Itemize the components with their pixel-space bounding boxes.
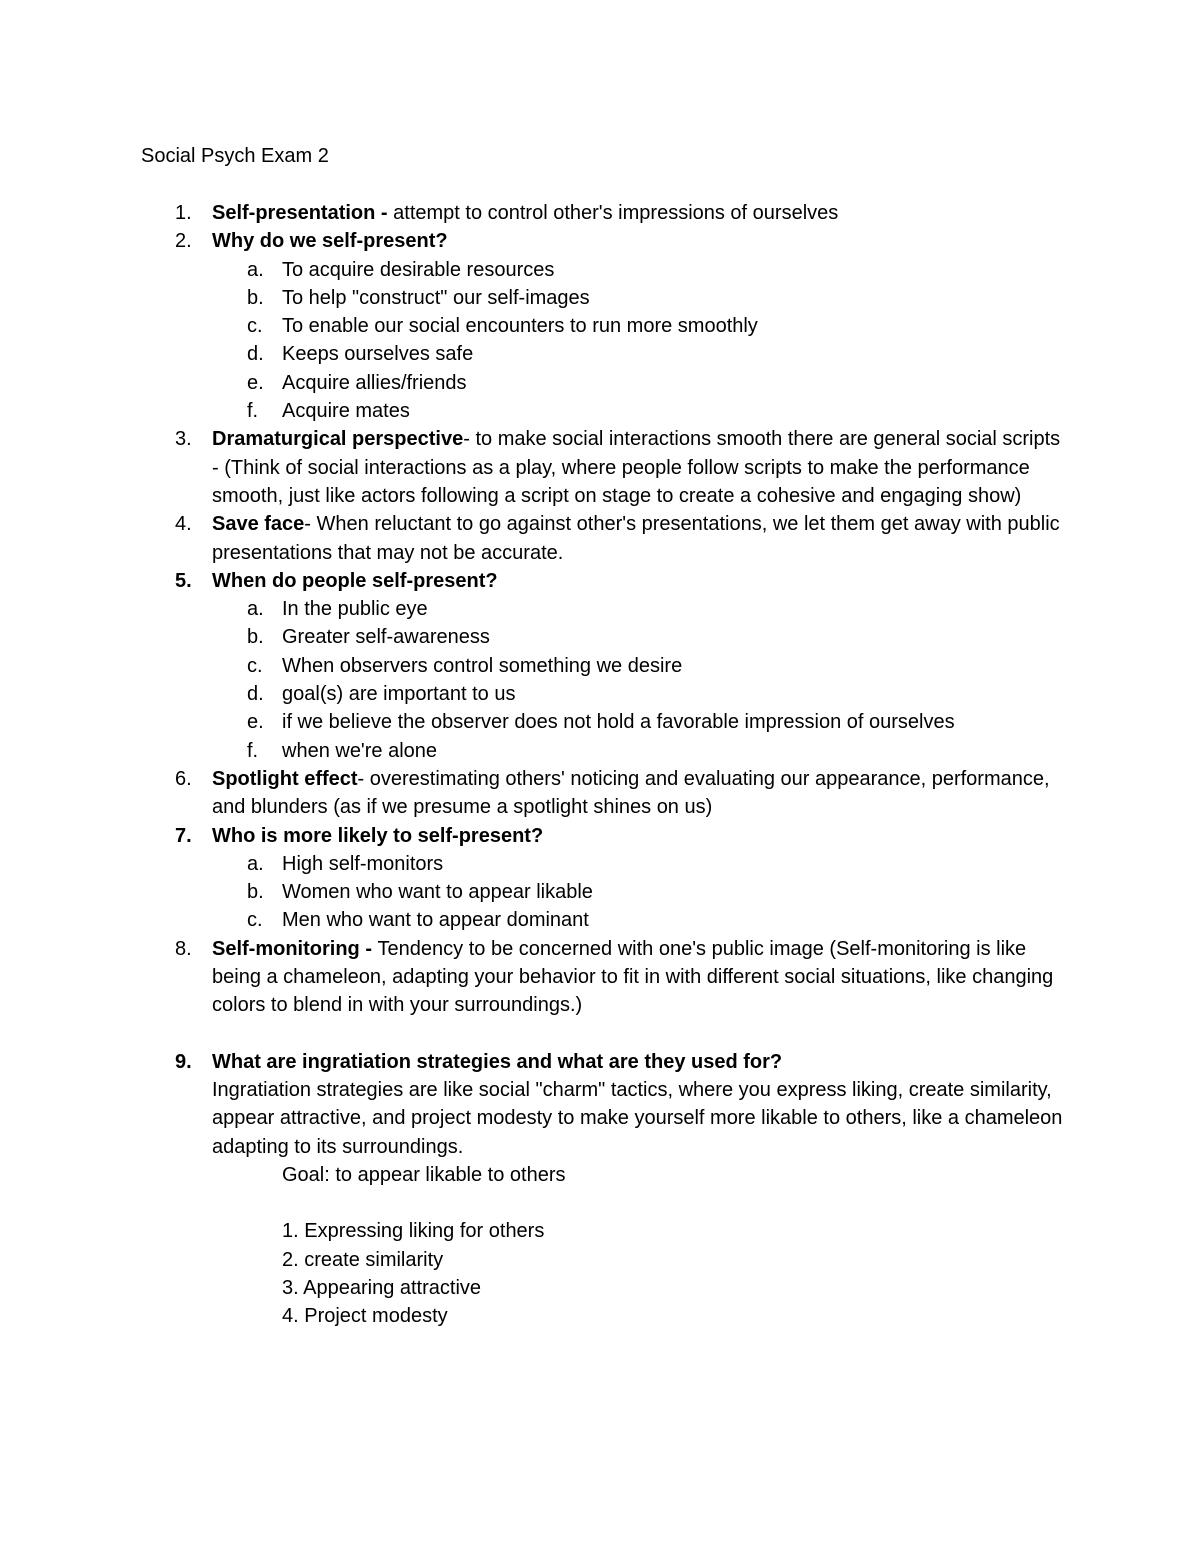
- sub-text: Acquire mates: [282, 400, 410, 423]
- list-item: [0, 765, 1072, 822]
- list-item: [0, 567, 1072, 765]
- strategy-item: 3. Appearing attractive: [282, 1276, 482, 1299]
- sub-letter: a.: [247, 598, 264, 621]
- item-number: 7.: [175, 824, 192, 847]
- sub-text: Women who want to appear likable: [282, 881, 593, 904]
- goal-line: Goal: to appear likable to others: [282, 1163, 566, 1186]
- item-term: Spotlight effect: [212, 767, 358, 790]
- sub-text: To help "construct" our self-images: [282, 286, 590, 309]
- list-item: [0, 425, 1072, 510]
- item-question: Why do we self-present?: [212, 230, 448, 253]
- list-item: [0, 199, 1072, 227]
- item-question: Who is more likely to self-present?: [212, 824, 544, 847]
- sub-letter: f.: [247, 739, 259, 762]
- item-number: 6.: [175, 767, 192, 790]
- sub-text: To enable our social encounters to run more smoothly: [282, 315, 758, 338]
- sub-text: Keeps ourselves safe: [282, 343, 474, 366]
- sub-letter: b.: [247, 626, 264, 649]
- strategy-item: 2. create similarity: [282, 1248, 444, 1271]
- item-definition: Ingratiation strategies are like social "charm" tactics, where you express liking, create similarity, appear attractive, and project modesty to make yourself more likable to others, like a chameleon adapting to its surroundings.: [212, 1078, 1063, 1158]
- sub-letter: a.: [247, 258, 264, 281]
- sub-list: [212, 595, 1072, 765]
- term-separator: -: [359, 937, 378, 960]
- sub-item: [0, 284, 1072, 312]
- sub-letter: f.: [247, 400, 259, 423]
- sub-item: [0, 652, 1072, 680]
- item-term: Save face: [212, 513, 305, 536]
- sub-letter: d.: [247, 683, 264, 706]
- sub-text: To acquire desirable resources: [282, 258, 555, 281]
- strategy-item: 4. Project modesty: [282, 1305, 448, 1328]
- item-number: 1.: [175, 202, 192, 224]
- item-question: What are ingratiation strategies and what are they used for?: [212, 1050, 783, 1073]
- sub-item: [0, 680, 1072, 708]
- list-item: [0, 1048, 1072, 1331]
- sub-letter: e.: [247, 711, 264, 734]
- strategy-item: 1. Expressing liking for others: [282, 1220, 545, 1243]
- term-separator: -: [357, 767, 370, 790]
- sub-list: [212, 850, 1072, 935]
- item-definition: to make social interactions smooth there are general social scripts - (Think of social interactions as a play, where people follow scripts to make the performance smooth, just like actors following a script on stage to create a cohesive and engaging show): [212, 428, 1061, 507]
- sub-text: Acquire allies/friends: [282, 371, 467, 394]
- numbered-list: [0, 199, 1200, 1331]
- sub-letter: e.: [247, 371, 264, 394]
- sub-letter: b.: [247, 286, 264, 309]
- sub-item: [0, 369, 1072, 397]
- sub-text: In the public eye: [282, 598, 428, 621]
- sub-item: [0, 878, 1072, 906]
- item-definition: attempt to control other's impressions of ourselves: [393, 202, 839, 224]
- strategy-list: [212, 1217, 1072, 1330]
- sub-item: [0, 595, 1072, 623]
- sub-list: [212, 256, 1072, 426]
- sub-item: [0, 906, 1072, 934]
- sub-letter: c.: [247, 315, 263, 338]
- item-definition: When reluctant to go against other's presentations, we let them get away with public presentations that may not be accurate.: [212, 513, 1060, 564]
- sub-item: [0, 708, 1072, 736]
- sub-letter: c.: [247, 909, 263, 932]
- sub-item: [0, 256, 1072, 284]
- sub-letter: b.: [247, 881, 264, 904]
- term-separator: -: [375, 202, 394, 224]
- sub-text: goal(s) are important to us: [282, 683, 516, 706]
- item-number: 5.: [175, 569, 192, 592]
- item-number: 2.: [175, 230, 192, 253]
- blank-line: [212, 1189, 1072, 1217]
- sub-item: [0, 623, 1072, 651]
- list-item: [0, 935, 1072, 1020]
- item-number: 4.: [175, 513, 192, 536]
- list-item: [0, 510, 1072, 567]
- sub-letter: a.: [247, 852, 264, 875]
- sub-text: Men who want to appear dominant: [282, 909, 589, 932]
- item-term: Dramaturgical perspective: [212, 428, 464, 451]
- sub-text: Greater self-awareness: [282, 626, 490, 649]
- list-item: [0, 822, 1072, 935]
- sub-item: [0, 737, 1072, 765]
- sub-item: [0, 850, 1072, 878]
- item-question: When do people self-present?: [212, 569, 498, 592]
- item-term: Self-presentation: [212, 202, 376, 224]
- item-term: Self-monitoring: [212, 937, 360, 960]
- sub-item: [0, 340, 1072, 368]
- list-spacer: [0, 1020, 1072, 1048]
- document-title: Social Psych Exam 2: [141, 145, 329, 167]
- sub-letter: c.: [247, 654, 263, 677]
- item-definition: Tendency to be concerned with one's public image (Self-monitoring is like being a chameleon, adapting your behavior to fit in with different social situations, like changing colors to blend in with your surroundings.): [212, 937, 1054, 1017]
- list-item: [0, 227, 1072, 425]
- sub-letter: d.: [247, 343, 264, 366]
- sub-item: [0, 397, 1072, 425]
- item-definition: overestimating others' noticing and evaluating our appearance, performance, and blunders (as if we presume a spotlight shines on us): [212, 767, 1050, 819]
- sub-text: High self-monitors: [282, 852, 444, 875]
- item-number: 3.: [175, 428, 192, 451]
- term-separator: -: [463, 428, 476, 451]
- sub-text: when we're alone: [282, 739, 438, 762]
- sub-text: if we believe the observer does not hold a favorable impression of ourselves: [282, 711, 955, 734]
- term-separator: -: [304, 513, 317, 536]
- sub-text: When observers control something we desire: [282, 654, 683, 677]
- sub-item: [0, 312, 1072, 340]
- item-number: 9.: [175, 1050, 192, 1073]
- item-number: 8.: [175, 937, 192, 960]
